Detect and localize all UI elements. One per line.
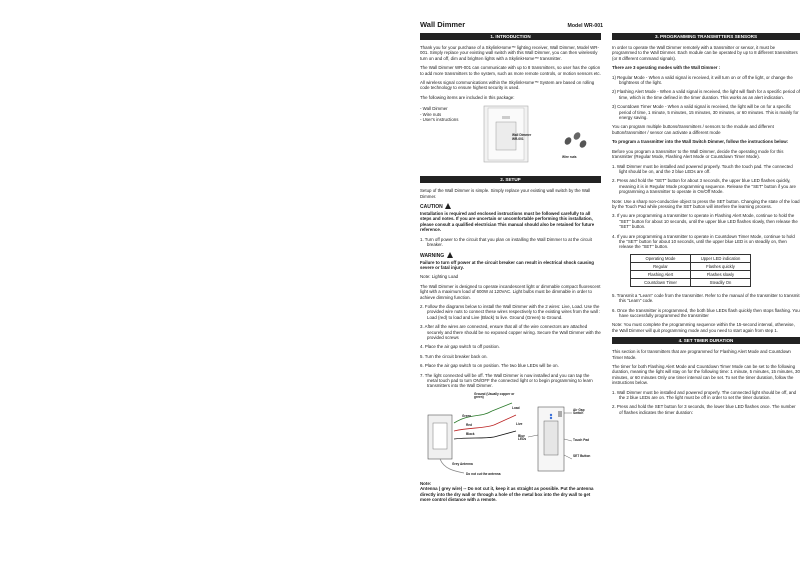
wiring-diagram bbox=[420, 393, 601, 479]
diagram-label-grey-antenna: Grey Antenna bbox=[452, 461, 473, 466]
model-number: Model WR-001 bbox=[567, 23, 603, 29]
wiring-diagram-drawing bbox=[420, 393, 601, 479]
modes-title: There are 3 operating modes with the Wall Dimmer : bbox=[612, 65, 721, 71]
programming-paragraph-2: You can program multiple buttons/transmitters / sensors to the module and different button/transmitter / sensor can activate a different mode bbox=[612, 124, 774, 135]
document-title: Wall Dimmer bbox=[420, 20, 466, 29]
section-bar-programming: 3. PROGRAMMING TRANSMITTERS SENSORS bbox=[612, 33, 800, 40]
diagram-label-load: Load bbox=[512, 405, 520, 410]
setup-step-7: 7. The light connected will be off. The Wall Dimmer is now installed and you can tap the metal touch pad to turn ON/OFF the connected light or to begin programming to learn transmitters into the Wall Dimmer. bbox=[420, 372, 593, 389]
intro-paragraph-4: The following items are included in this package: bbox=[420, 94, 515, 100]
intro-paragraph-2: The Wall Dimmer WR-001 can communicate with up to 8 transmitters, so user has the option to add more transmitters to the system, such as more remote controls, or motion sensors etc. bbox=[420, 65, 601, 76]
section-bar-introduction: 1. INTRODUCTION bbox=[420, 33, 601, 40]
section-bar-setup: 2. SETUP bbox=[420, 176, 601, 183]
programming-paragraph-3: Before you program a transmitter to the Wall Dimmer, decide the operating mode for this transmitter (Regular Mode, Flashing Alert Mode or Countdown Timer Mode). bbox=[612, 148, 784, 160]
antenna-note-title: Note: bbox=[420, 480, 432, 486]
right-column bbox=[612, 30, 800, 419]
programming-note-1: Note: Use a sharp non-conductive object to press the SET button. Changing the state of the load by the Touch Pad while pressing the SET button will interfere the learning process. bbox=[612, 198, 800, 209]
table-header-row bbox=[631, 254, 751, 262]
timer-step-2: 2. Press and hold the SET button for 3 seconds, the lower blue LED flashes once. The number of flashes indicates the timer duration: bbox=[612, 404, 796, 415]
table-cell: Flashes quickly bbox=[691, 262, 751, 270]
diagram-label-air-gap: Air Gap Switch bbox=[573, 407, 585, 416]
note-lighting-load: Note: Lighting Load bbox=[420, 274, 459, 280]
intro-paragraph-1: Thank you for your purchase of a SkylinkHome™ lighting receiver, Wall Dimmer, Model WR-001. Simply replace your existing wall switch with this Wall Dimmer, you can then wirelessly turn on and off, dim and brighten lights with a SkylinkHome™ transmitter. bbox=[420, 45, 599, 61]
setup-step-2: 2. Follow the diagrams below to install the Wall Dimmer with the 2 wires: Live, Load. Use the provided wire nuts to connect these wires respectively to the existing wires from the wall : Load (red) to load and Live (Black) to live. Ground (Green) to Ground. bbox=[420, 303, 601, 320]
warning-title: WARNING bbox=[420, 252, 445, 259]
table-cell: Countdown Timer bbox=[631, 278, 691, 286]
caution-title: CAUTION bbox=[420, 204, 443, 211]
diagram-label-green: Green bbox=[462, 413, 472, 418]
table-cell: Flashes slowly bbox=[691, 270, 751, 278]
table-header-cell: Operating Mode bbox=[631, 254, 691, 262]
table-header-cell: Upper LED indication bbox=[691, 254, 751, 262]
lighting-load-paragraph: The Wall Dimmer is designed to operate incandescent light or dimmable compact fluorescent light with a maximum load of 600W at 120VAC. Light bulbs must be dimmable in order to achieve dimming function. bbox=[420, 283, 601, 300]
left-column bbox=[420, 30, 601, 506]
warning-triangle-icon bbox=[447, 252, 453, 258]
mode-flashing-alert: 2) Flashing Alert Mode - When a valid signal is received, the light will flash for a specific period of time, which is the time defined in the timer duration. This works as an alert indication. bbox=[612, 89, 800, 100]
timer-paragraph-2: The timer for both Flashing Alert Mode and Countdown Timer Mode can be set to the following duration, meaning the light will stay on for the following time: 1 minute, 5 minutes, 15 minutes, 30 minutes, or 60 minutes Only one timer interval can be set. To set the timer duration, follow the instructions below. bbox=[612, 364, 800, 386]
table-cell: Regular bbox=[631, 262, 691, 270]
setup-step-1: 1. Turn off power to the circuit that you plan on installing the Wall Dimmer to at the circuit breaker. bbox=[420, 236, 592, 248]
programming-step-5: 5. Transmit a "Learn" code from the transmitter. Refer to the manual of the transmitter to transmit this "Learn" code. bbox=[612, 292, 800, 304]
table-cell: Flashing Alert bbox=[631, 270, 691, 278]
package-item: - User's instructions bbox=[420, 117, 459, 123]
package-item: - Wire nuts bbox=[420, 111, 442, 117]
operating-mode-table bbox=[630, 254, 751, 287]
mode-regular: 1) Regular Mode - When a valid signal is received, it will turn on or off the light, or change the brightness of the light. bbox=[612, 74, 793, 86]
table-row bbox=[631, 270, 751, 278]
diagram-label-live: Live bbox=[516, 421, 523, 426]
programming-step-1: 1. Wall Dimmer must be installed and powered properly. Touch the touch pad. The connected light should be on, and the 2 blue LEDs are off. bbox=[612, 163, 793, 174]
package-item: - Wall Dimmer bbox=[420, 106, 448, 112]
wire-nuts-illustration bbox=[560, 129, 590, 151]
diagram-label-ground: Ground (Usually copper or green) bbox=[474, 391, 515, 400]
setup-paragraph-1: Setup of the Wall Dimmer is simple. Simply replace your existing wall switch by the Wall Dimmer. bbox=[420, 188, 591, 199]
caution-heading bbox=[420, 203, 601, 210]
warning-text: Failure to turn off power at the circuit breaker can result in electrical shock causing severe or fatal injury. bbox=[420, 259, 594, 270]
diagram-label-red: Red bbox=[466, 422, 473, 427]
intro-paragraph-3: All wireless signal communications within the SkylinkHome™ System are based on rolling code technology to ensure highest security is used. bbox=[420, 80, 595, 91]
programming-step-2: 2. Press and hold the "SET" button for about 3 seconds, the upper blue LED flashes quickly, meaning it is in Regular Mode programming sequence. Release the "SET" button if you are programming a transmitter to operate in On/Off Mode. bbox=[612, 178, 796, 195]
diagram-label-black: Black bbox=[466, 431, 475, 436]
section-bar-timer: 4. SET TIMER DURATION bbox=[612, 337, 800, 344]
diagram-label-set-button: SET Button bbox=[573, 453, 591, 458]
programming-step-4: 4. If you are programming a transmitter to operate in Countdown Timer Mode, continue to hold the "SET" button for about 10 seconds, until the upper blue LED is on steadily on, then release the "SET" button. bbox=[612, 233, 795, 250]
mode-countdown-timer: 3) Countdown Timer Mode - When a valid signal is received, the light will be on for a specific period of time, 1 minute, 5 minutes, 15 minutes, 30 minutes, or 60 minutes. This is mainly for energy saving. bbox=[612, 104, 799, 121]
diagram-label-blue-leds: Blue LEDs bbox=[518, 433, 527, 442]
programming-step-3: 3. If you are programming a transmitter to operate in Flashing Alert Mode, continue to hold the "SET" button for about 10 seconds, until the upper blue LED flashes slowly, then release the "SET" button. bbox=[612, 213, 798, 230]
setup-step-6: 6. Place the air gap switch to on position. The two blue LEDs will be on. bbox=[420, 363, 559, 369]
table-row bbox=[631, 278, 751, 286]
package-figure bbox=[420, 104, 601, 166]
table-row bbox=[631, 262, 751, 270]
setup-step-5: 5. Turn the circuit breaker back on. bbox=[420, 353, 488, 359]
wall-dimmer-label: Wall Dimmer WR-001 bbox=[512, 133, 532, 141]
programming-step-6: 6. Once the transmitter is programmed, the both blue LEDs flash quickly then stops flashing. You have successfully programmed the transmitter bbox=[612, 307, 800, 318]
programming-paragraph-1: In order to operate the Wall Dimmer remotely with a transmitter or sensor, it must be programmed to the Wall Dimmer. Each module can be operated by up to 8 different transmitters (or 8 different command signals). bbox=[612, 45, 798, 61]
package-list bbox=[420, 106, 458, 122]
timer-step-1: 1. Wall Dimmer must be installed and powered properly. The connected light should be off, and the 2 blue LEDs are on. The light must be off in order to set the timer duration. bbox=[612, 389, 797, 401]
warning-heading bbox=[420, 252, 601, 259]
timer-paragraph-1: This section is for transmitters that are programmed for Flashing Alert Mode and Countdown Timer Mode. bbox=[612, 349, 791, 360]
warning-triangle-icon bbox=[445, 203, 451, 209]
table-cell: Steadily On bbox=[691, 278, 751, 286]
caution-text: Installation is required and enclosed instructions must be followed carefully to all steps and notes. If you are uncertain or uncomfortable performing this installation, please consult a qualified electrician This manual should also be retained for future reference. bbox=[420, 211, 595, 233]
antenna-note-text: Antenna ( grey wire) -- Do not cut it, keep it as straight as possible. Put the antenna directly into the dry wall or through a hole of the metal box into the dry wall to get more control distance with a remote. bbox=[420, 486, 594, 503]
how-to-program-title: To program a transmitter into the Wall Switch Dimmer, follow the instructions below: bbox=[612, 139, 789, 145]
diagram-label-touch-pad: Touch Pad bbox=[573, 437, 590, 442]
wire-nuts-label: Wire nuts bbox=[562, 155, 577, 160]
setup-step-3: 3. After all the wires are connected, ensure that all of the wire connectors are attached securely and there should be no exposed copper wiring. Secure the Wall Dimmer with the provided screws bbox=[420, 324, 601, 340]
diagram-label-do-not-cut: Do not cut the antenna bbox=[466, 471, 501, 476]
programming-note-2: Note: You must complete the programming sequence within the 15-second interval, otherwise, the Wall Dimmer will quit programming mode and you need to start again from step 1. bbox=[612, 322, 795, 333]
setup-step-4: 4. Place the air gap switch to off position. bbox=[420, 344, 500, 350]
page-header bbox=[420, 20, 603, 29]
